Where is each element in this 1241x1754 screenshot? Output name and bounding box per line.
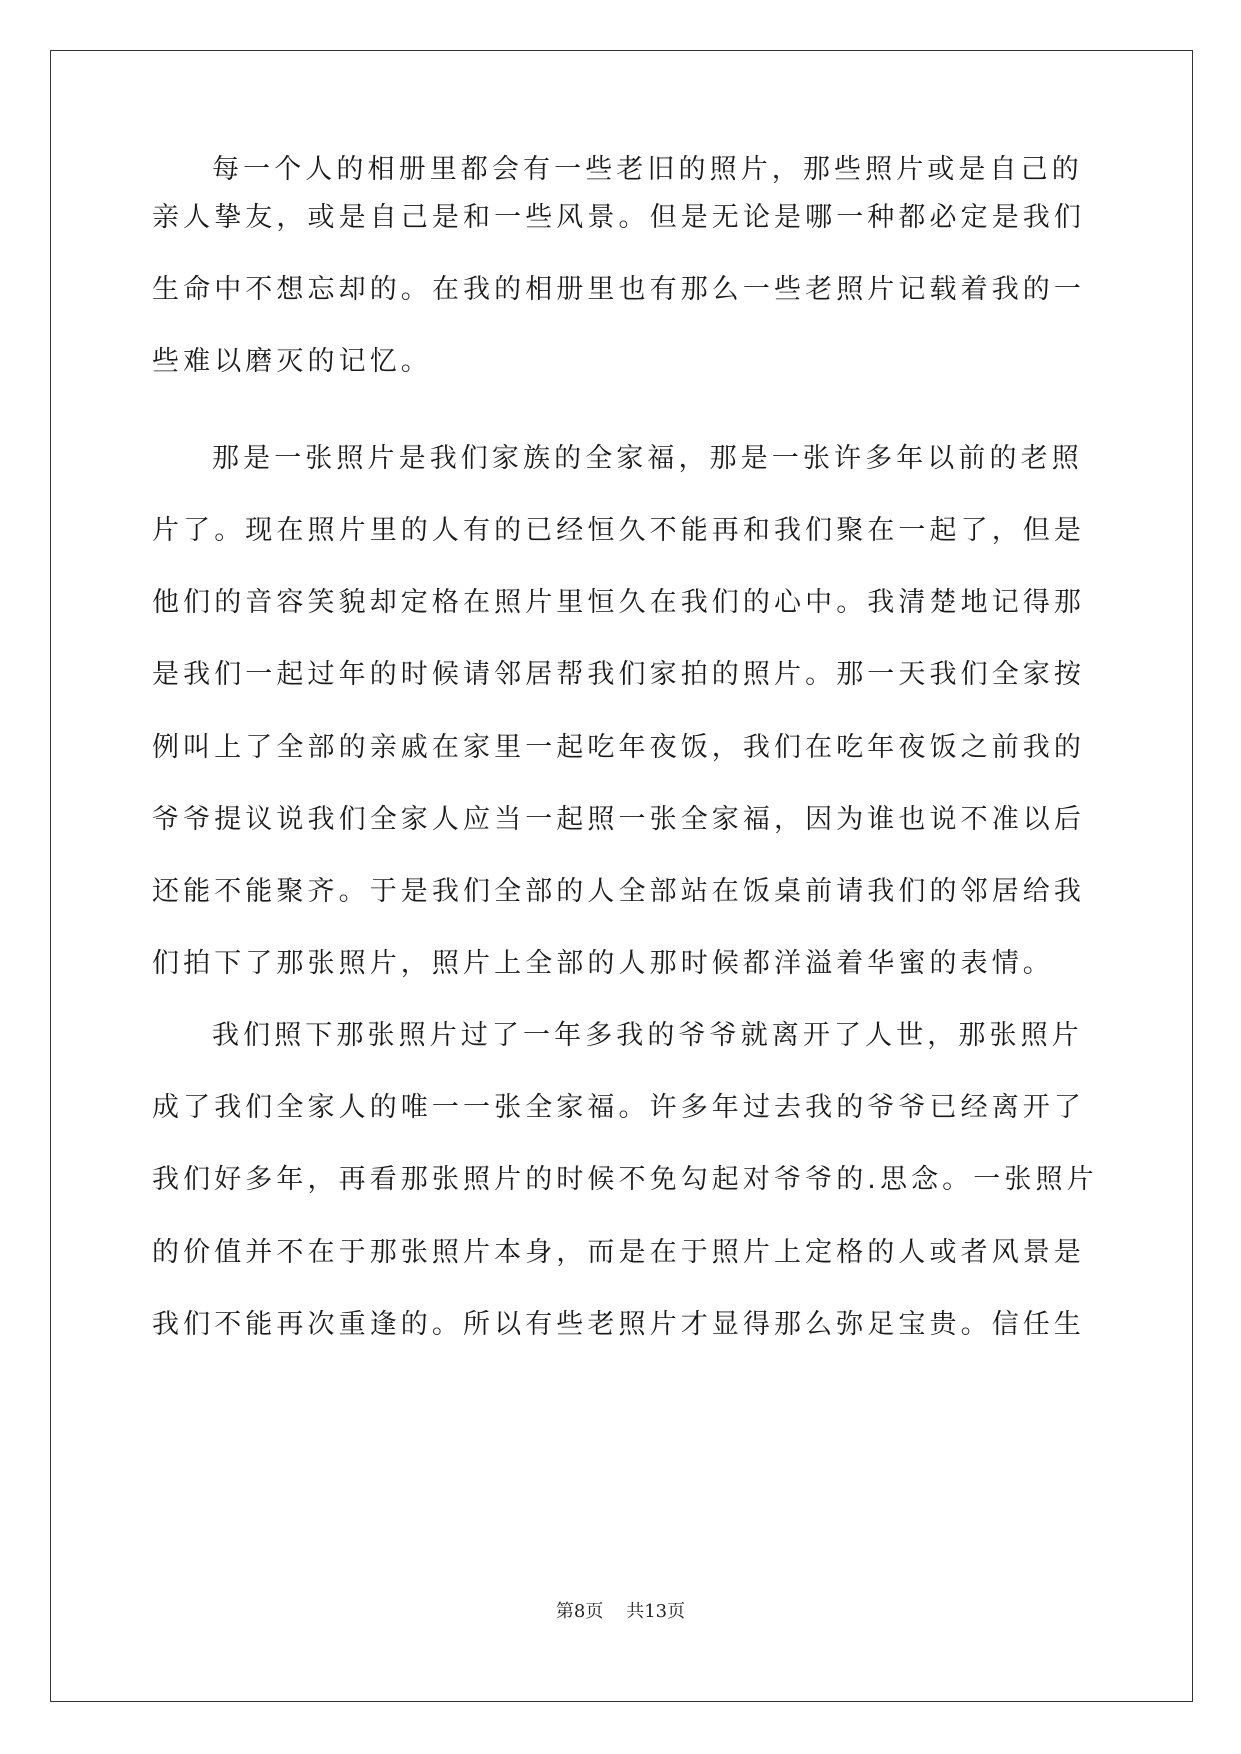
page-total: 共13页 xyxy=(626,1601,686,1622)
text-line: 例叫上了全部的亲戚在家里一起吃年夜饭，我们在吃年夜饭之前我的 xyxy=(152,732,1085,763)
text-line: 亲人挚友，或是自己是和一些风景。但是无论是哪一种都必定是我们 xyxy=(152,202,1085,233)
text-line: 片了。现在照片里的人有的已经恒久不能再和我们聚在一起了，但是 xyxy=(152,515,1085,546)
text-line: 他们的音容笑貌却定格在照片里恒久在我们的心中。我清楚地记得那 xyxy=(152,587,1085,618)
text-line: 每一个人的相册里都会有一些老旧的照片，那些照片或是自己的 xyxy=(212,154,1083,185)
text-line: 我们照下那张照片过了一年多我的爷爷就离开了人世，那张照片 xyxy=(212,1020,1083,1051)
text-line: 我们不能再次重逢的。所以有些老照片才显得那么弥足宝贵。信任生 xyxy=(152,1309,1085,1340)
text-line: 的价值并不在于那张照片本身，而是在于照片上定格的人或者风景是 xyxy=(152,1237,1085,1268)
text-line: 些难以磨灭的记忆。 xyxy=(152,346,432,377)
text-line: 爷爷提议说我们全家人应当一起照一张全家福，因为谁也说不准以后 xyxy=(152,804,1085,835)
text-line: 我们好多年，再看那张照片的时候不免勾起对爷爷的.思念。一张照片 xyxy=(152,1164,1098,1195)
text-line: 们拍下了那张照片，照片上全部的人那时候都洋溢着华蜜的表情。 xyxy=(152,948,1054,979)
page-footer xyxy=(0,1600,1241,1624)
text-line: 还能不能聚齐。于是我们全部的人全部站在饭桌前请我们的邻居给我 xyxy=(152,876,1085,907)
text-line: 是我们一起过年的时候请邻居帮我们家拍的照片。那一天我们全家按 xyxy=(152,659,1085,690)
text-line: 成了我们全家人的唯一一张全家福。许多年过去我的爷爷已经离开了 xyxy=(152,1092,1085,1123)
text-line: 生命中不想忘却的。在我的相册里也有那么一些老照片记载着我的一 xyxy=(152,274,1085,305)
page-number: 第8页 xyxy=(555,1601,604,1622)
text-line: 那是一张照片是我们家族的全家福，那是一张许多年以前的老照 xyxy=(212,443,1083,474)
